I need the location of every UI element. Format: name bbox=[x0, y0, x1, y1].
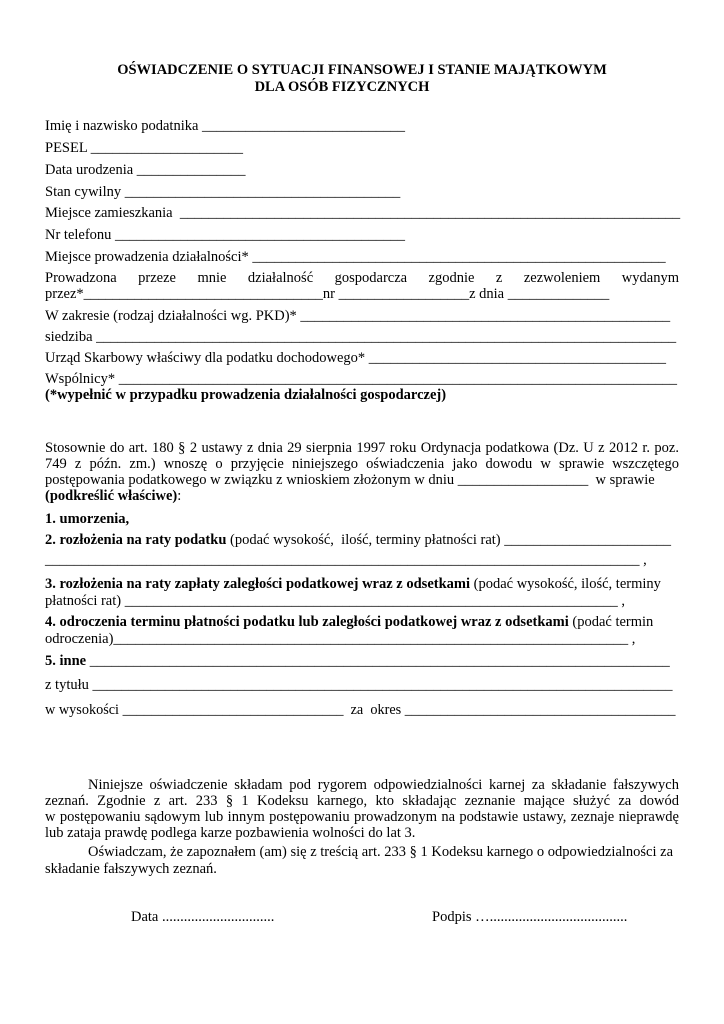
item-2-text: (podać wysokość, ilość, terminy płatności rat) _______________________ bbox=[226, 532, 672, 548]
document-title-line-1: OŚWIADCZENIE O SYTUACJI FINANSOWEJ I STANIE MAJĄTKOWYM bbox=[117, 62, 607, 78]
item-1-remission: 1. umorzenia, bbox=[45, 511, 130, 527]
item-4-continuation: odroczenia)_______________________________________________________________________ , bbox=[45, 631, 636, 647]
field-title-of: z tytułu ________________________________________________________________________________ bbox=[45, 677, 673, 693]
field-permit-line-1 bbox=[45, 270, 679, 287]
underline-instruction: (podkreślić właściwe) bbox=[45, 488, 178, 504]
item-3-text: (podać wysokość, ilość, terminy bbox=[470, 576, 661, 592]
declaration-line-3: w postępowaniu sądowym lub innym postępowaniu prowadzonym na podstawie ustawy, zeznaje nieprawdę bbox=[45, 809, 679, 825]
signature-sign: Podpis …...................................... bbox=[432, 909, 628, 925]
signature-date: Data ............................... bbox=[131, 909, 275, 925]
item-3-arrears-installments bbox=[45, 576, 661, 593]
field-phone: Nr telefonu ________________________________________ bbox=[45, 227, 406, 243]
item-5-text: ________________________________________________________________________________ bbox=[86, 653, 670, 669]
document-title-line-2: DLA OSÓB FIZYCZNYCH bbox=[254, 79, 430, 95]
colon: : bbox=[177, 488, 182, 504]
declaration-line-2: zeznań. Zgodnie z art. 233 § 1 Kodeksu karnego, kto składając zeznanie mające służyć za dowód bbox=[45, 793, 679, 809]
field-seat: siedziba ________________________________________________________________________________ bbox=[45, 329, 677, 345]
field-birth-date: Data urodzenia _______________ bbox=[45, 162, 246, 178]
field-amount-period: w wysokości _______________________________ za okres ______________________________________ bbox=[45, 702, 676, 718]
field-activity-scope: W zakresie (rodzaj działalności wg. PKD)* ___________________________________________________ bbox=[45, 308, 671, 324]
field-pesel: PESEL _____________________ bbox=[45, 140, 244, 156]
paragraph-line-2: 749 z późn. zm.) wnoszę o przyjęcie niniejszego oświadczenia jako dowodu w sprawie wszczętego bbox=[45, 456, 679, 472]
permit-word: zgodnie bbox=[428, 270, 475, 286]
field-permit-line-2: przez*_________________________________nr __________________z dnia ______________ bbox=[45, 286, 610, 302]
permit-word: mnie bbox=[197, 270, 227, 286]
field-civil-status: Stan cywilny ______________________________________ bbox=[45, 184, 401, 200]
paragraph-line-4 bbox=[45, 488, 181, 505]
field-tax-office: Urząd Skarbowy właściwy dla podatku dochodowego* _________________________________________ bbox=[45, 350, 667, 366]
item-5-other bbox=[45, 653, 670, 670]
item-4-deferral bbox=[45, 614, 653, 631]
paragraph-line-3: postępowania podatkowego w związku z wnioskiem złożonym w dniu __________________ w sprawie bbox=[45, 472, 655, 488]
field-partners: Wspólnicy* _____________________________________________________________________________ bbox=[45, 371, 677, 387]
permit-word: wydanym bbox=[621, 270, 679, 286]
field-residence: Miejsce zamieszkania _____________________________________________________________________ bbox=[45, 205, 681, 221]
permit-word: działalność bbox=[247, 270, 314, 286]
declaration-line-6: składanie fałszywych zeznań. bbox=[45, 861, 217, 877]
item-3-continuation: płatności rat) ____________________________________________________________________ , bbox=[45, 593, 625, 609]
permit-word: gospodarcza bbox=[334, 270, 408, 286]
declaration-line-4: lub zataja prawdę podlega karze pozbawienia wolności do lat 3. bbox=[45, 825, 416, 841]
field-business-place: Miejsce prowadzenia działalności* _________________________________________________________ bbox=[45, 249, 666, 265]
paragraph-line-1: Stosownie do art. 180 § 2 ustawy z dnia 29 sierpnia 1997 roku Ordynacja podatkowa (Dz. U z 2012 r. poz. bbox=[45, 440, 679, 456]
permit-word: z bbox=[495, 270, 503, 286]
permit-word: przeze bbox=[138, 270, 176, 286]
permit-word: Prowadzona bbox=[45, 270, 117, 286]
permit-word: zezwoleniem bbox=[523, 270, 601, 286]
item-5-label: 5. inne bbox=[45, 653, 87, 669]
item-2-installments bbox=[45, 532, 671, 549]
item-4-text: (podać termin bbox=[568, 614, 654, 630]
item-2-continuation: __________________________________________________________________________________ , bbox=[45, 552, 647, 568]
declaration-line-1: Niniejsze oświadczenie składam pod rygorem odpowiedzialności karnej za składanie fałszywych bbox=[88, 777, 679, 793]
declaration-line-5: Oświadczam, że zapoznałem (am) się z treścią art. 233 § 1 Kodeksu karnego o odpowiedzialności za bbox=[88, 844, 674, 860]
field-note: (*wypełnić w przypadku prowadzenia działalności gospodarczej) bbox=[45, 387, 447, 403]
item-4-label: 4. odroczenia terminu płatności podatku lub zaległości podatkowej wraz z odsetkami bbox=[45, 614, 569, 630]
field-taxpayer-name: Imię i nazwisko podatnika ____________________________ bbox=[45, 118, 406, 134]
item-3-label: 3. rozłożenia na raty zapłaty zaległości podatkowej wraz z odsetkami bbox=[45, 576, 471, 592]
item-2-label: 2. rozłożenia na raty podatku bbox=[45, 532, 227, 548]
